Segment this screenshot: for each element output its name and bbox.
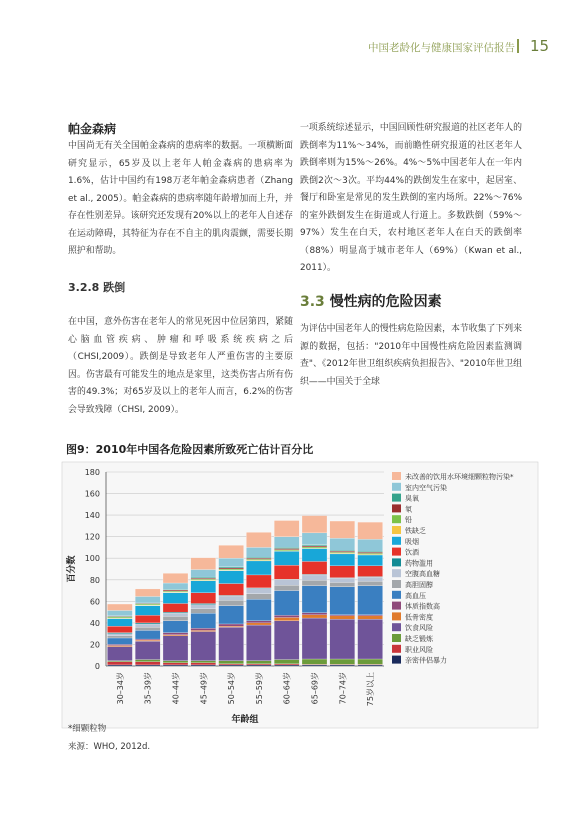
bar-segment (163, 635, 188, 636)
legend-label: 铁缺乏 (405, 527, 426, 535)
bar-segment (302, 586, 327, 613)
bar-segment (246, 532, 271, 547)
bar-segment (191, 578, 216, 579)
bar-segment (135, 630, 160, 639)
legend-label: 未改善的饮用水环境细颗粒物污染* (405, 473, 514, 481)
legend-label: 药物滥用 (405, 559, 433, 568)
x-tick-label: 45–49岁 (199, 672, 209, 705)
bar-segment (330, 554, 355, 566)
y-tick-label: 140 (84, 511, 100, 521)
bar-segment (163, 621, 188, 633)
bar-segment (191, 593, 216, 604)
bar-segment (358, 551, 383, 552)
y-tick-label: 60 (89, 597, 100, 607)
bar-segment (246, 664, 271, 665)
bar-segment (163, 613, 188, 616)
bar-segment (358, 553, 383, 554)
bar-segment (107, 617, 132, 618)
bar-segment (135, 665, 160, 666)
bar-segment (246, 623, 271, 625)
falls-paragraph-continued: 一项系统综述显示，中国回顾性研究报道的社区老年人的跌倒率为11%～34%，而前瞻性研究报道的社区老年人跌倒率则为15%～26%。4%～5%中国老年人在一年内跌倒2次～3次。平均44%的跌倒发生在家中，起居室、餐厅和卧室是常见的发生跌倒的室内场所。22%～76%的室外跌倒发生在街道或人行道上。多数跌倒（59%～97%）发生在白天，农村地区老年人在白天的跌倒率（88%）明显高于城市老年人（69%）（Kwan et al., 2011）。 (300, 123, 522, 273)
legend-label: 缺乏锻炼 (405, 635, 433, 643)
figure-source: 来源：WHO, 2012d. (68, 742, 151, 752)
y-tick-label: 160 (84, 489, 100, 499)
falls-paragraph: 在中国，意外伤害在老年人的常见死因中位居第四，紧随心脑血管疾病、肿瘤和呼吸系统疾病之后（CHSI,2009）。跌倒是导致老年人严重伤害的主要原因。伤害最有可能发生的地点是家里，这类伤害占所有伤害的49.3%；对65岁及以上的老年人而言，6.2%的伤害会导致残障（CHSI, 2009）。 (68, 317, 293, 415)
bar-segment (219, 558, 244, 567)
y-tick-label: 40 (89, 618, 100, 628)
bar-segment (302, 618, 327, 659)
bar-segment (163, 665, 188, 666)
bar-segment (163, 593, 188, 604)
bar-segment (358, 577, 383, 581)
legend-swatch (392, 494, 401, 502)
bar-segment (163, 661, 188, 663)
bar-segment (330, 665, 355, 666)
bar-segment (191, 632, 216, 661)
legend-label: 臭氧 (405, 494, 419, 503)
bar-segment (107, 647, 132, 661)
bar-segment (330, 659, 355, 664)
bar-segment (330, 615, 355, 616)
legend-swatch (392, 483, 401, 491)
bar-segment (191, 558, 216, 570)
legend-swatch (392, 623, 401, 631)
bar-segment (274, 665, 299, 666)
bar-segment (163, 612, 188, 613)
x-tick-label: 40–44岁 (171, 672, 181, 705)
legend-swatch (392, 634, 401, 642)
legend-label: 职业风险 (405, 645, 433, 654)
bar-segment (302, 533, 327, 545)
chronic-heading (300, 294, 522, 312)
bar-segment (191, 579, 216, 580)
bar-segment (163, 591, 188, 592)
bar-segment (302, 665, 327, 666)
bar-segment (219, 626, 244, 627)
bar-segment (358, 522, 383, 539)
bar-segment (302, 516, 327, 533)
bar-segment (191, 628, 216, 630)
bar-segment (163, 583, 188, 589)
legend-swatch (392, 548, 401, 556)
bar-segment (191, 577, 216, 578)
bar-segment (330, 578, 355, 582)
bar-segment (219, 664, 244, 665)
legend-label: 吸烟 (405, 537, 419, 546)
bar-segment (274, 549, 299, 550)
legend-label: 体质指数高 (405, 602, 440, 611)
bar-segment (135, 623, 160, 624)
legend-swatch (392, 569, 401, 577)
bar-segment (302, 659, 327, 664)
bar-segment (107, 633, 132, 634)
y-tick-label: 20 (89, 640, 100, 650)
parkinson-paragraph: 中国尚无有关全国帕金森病的患病率的数据。一项横断面研究显示，65岁及以上老年人帕金森病的患病率为1.6%，估计中国约有198万老年帕金森病患者（Zhang et al., 2005）。帕金森病的患病率随年龄增加而上升，并存在性别差异。该研究还发现有20%以上的老年人自述存在运动障碍，其特征为存在不自主的肌肉震颤，需要长期照护和帮助。 (68, 141, 293, 256)
bar-segment (191, 663, 216, 665)
running-header-title: 中国老龄化与健康国家评估报告 (368, 42, 515, 54)
bar-segment (246, 665, 271, 666)
bar-segment (107, 644, 132, 645)
bar-segment (274, 547, 299, 548)
chronic-section-title: 慢性病的危险因素 (329, 293, 442, 310)
bar-segment (358, 539, 383, 551)
bar-segment (330, 552, 355, 553)
bar-segment (274, 551, 299, 565)
stacked-bar-chart (60, 460, 540, 730)
bar-segment (107, 636, 132, 638)
bar-segment (163, 616, 188, 620)
chart-frame (62, 462, 538, 728)
bar-segment (107, 604, 132, 610)
legend-swatch (392, 580, 401, 588)
bar-segment (330, 566, 355, 578)
bar-segment (163, 636, 188, 661)
bar-segment (246, 661, 271, 664)
bar-segment (135, 660, 160, 662)
bar-segment (302, 615, 327, 618)
bar-segment (302, 561, 327, 574)
bar-segment (219, 545, 244, 558)
bar-segment (246, 547, 271, 557)
x-tick-label: 30–34岁 (115, 672, 125, 705)
bar-segment (219, 567, 244, 568)
chronic-section-number: 3.3 (300, 293, 325, 310)
falls-section-number: 3.2.8 (68, 280, 100, 294)
bar-segment (163, 663, 188, 665)
y-tick-label: 180 (84, 468, 100, 477)
bar-segment (302, 580, 327, 585)
bar-segment (274, 618, 299, 621)
bar-segment (107, 619, 132, 627)
legend-label: 饮酒 (405, 548, 419, 557)
bar-segment (358, 566, 383, 577)
bar-segment (163, 573, 188, 583)
legend-swatch (392, 591, 401, 599)
bar-segment (107, 626, 132, 632)
bar-segment (107, 610, 132, 615)
legend-swatch (392, 602, 401, 610)
legend-label: 饮食风险 (405, 624, 433, 633)
bar-segment (107, 661, 132, 662)
legend-label: 铅 (405, 516, 412, 525)
bar-segment (191, 661, 216, 663)
legend-label: 氡 (405, 505, 412, 514)
legend-swatch (392, 472, 401, 480)
bar-segment (274, 550, 299, 551)
chronic-paragraph: 为评估中国老年人的慢性病危险因素，本节收集了下列来源的数据，包括："2010年中国慢性病危险因素监测调查"、《2012年世卫组织疾病负担报告》、"2010年世卫组织——中国关于全球 (300, 324, 522, 387)
bar-segment (302, 546, 327, 547)
bar-segment (135, 624, 160, 627)
bar-segment (274, 521, 299, 537)
bar-segment (274, 664, 299, 665)
legend-swatch (392, 504, 401, 512)
bar-segment (107, 662, 132, 665)
bar-segment (330, 551, 355, 552)
bar-segment (330, 550, 355, 551)
y-tick-label: 0 (94, 662, 100, 671)
bar-segment (135, 604, 160, 605)
bar-segment (219, 661, 244, 664)
bar-segment (246, 557, 271, 558)
bar-segment (135, 589, 160, 597)
bar-segment (358, 552, 383, 553)
bar-segment (191, 665, 216, 666)
legend-label: 亲密伴侣暴力 (405, 656, 447, 665)
bar-segment (358, 581, 383, 585)
x-tick-label: 50–54岁 (227, 672, 237, 705)
bar-segment (135, 615, 160, 623)
bar-segment (163, 633, 188, 635)
x-tick-label: 60–64岁 (282, 672, 292, 705)
legend-swatch (392, 656, 401, 664)
bar-segment (135, 641, 160, 659)
bar-segment (219, 627, 244, 660)
bar-segment (330, 521, 355, 538)
bar-segment (330, 582, 355, 586)
bar-segment (246, 559, 271, 560)
legend-label: 高胆固醇 (405, 581, 433, 589)
falls-heading (68, 279, 293, 297)
bar-segment (191, 613, 216, 628)
bar-segment (219, 606, 244, 624)
bar-segment (274, 615, 299, 617)
bar-segment (135, 627, 160, 630)
page-number: 15 (530, 37, 550, 55)
bar-segment (107, 638, 132, 644)
bar-segment (219, 624, 244, 626)
legend-label: 高血压 (405, 591, 426, 600)
bar-segment (330, 616, 355, 619)
bar-segment (358, 616, 383, 619)
legend-swatch (392, 526, 401, 534)
legend-label: 低骨密度 (405, 613, 433, 622)
bar-segment (330, 538, 355, 550)
bar-segment (107, 634, 132, 636)
bar-segment (358, 659, 383, 664)
bar-segment (302, 575, 327, 580)
bar-segment (191, 603, 216, 604)
bar-segment (274, 621, 299, 660)
bar-segment (219, 600, 244, 605)
bar-segment (274, 585, 299, 590)
figure-footnote: *细颗粒物 (68, 724, 107, 734)
legend-swatch (392, 558, 401, 566)
bar-segment (302, 547, 327, 548)
bar-segment (163, 590, 188, 591)
y-tick-label: 120 (84, 532, 100, 542)
bar-segment (302, 549, 327, 562)
bar-segment (107, 665, 132, 666)
bar-segment (330, 587, 355, 615)
x-tick-label: 55–59岁 (254, 672, 264, 705)
bar-segment (358, 665, 383, 666)
bar-segment (246, 621, 271, 623)
bar-segment (246, 561, 271, 575)
bar-segment (135, 596, 160, 602)
bar-segment (135, 640, 160, 641)
x-tick-label: 75岁以上 (366, 672, 376, 707)
bar-segment (135, 639, 160, 640)
bar-segment (358, 619, 383, 659)
legend-swatch (392, 537, 401, 545)
bar-segment (246, 625, 271, 661)
bar-segment (219, 665, 244, 666)
right-column (300, 120, 522, 391)
y-tick-label: 100 (84, 554, 100, 564)
x-tick-label: 65–69岁 (310, 672, 320, 705)
figure-title: 图9：2010年中国各危险因素所致死亡估计百分比 (66, 443, 314, 456)
bar-segment (135, 606, 160, 616)
bar-segment (246, 599, 271, 621)
bar-segment (274, 565, 299, 579)
x-tick-label: 35–39岁 (143, 672, 153, 705)
left-column (68, 120, 293, 419)
bar-segment (302, 545, 327, 546)
bar-segment (274, 591, 299, 616)
bar-segment (246, 588, 271, 593)
bar-segment (358, 615, 383, 616)
bar-segment (274, 580, 299, 585)
legend-swatch (392, 515, 401, 523)
bar-segment (163, 603, 188, 612)
bar-segment (191, 605, 216, 609)
bar-segment (302, 613, 327, 615)
legend-label: 空腹高血糖 (405, 570, 440, 579)
bar-segment (191, 609, 216, 613)
bar-segment (358, 555, 383, 566)
bar-segment (246, 594, 271, 599)
legend-swatch (392, 612, 401, 620)
y-axis-label: 百分数 (67, 555, 77, 583)
bar-segment (219, 568, 244, 569)
bar-segment (135, 662, 160, 665)
bar-segment (274, 660, 299, 664)
bar-segment (219, 596, 244, 600)
bar-segment (330, 619, 355, 659)
parkinson-heading: 帕金森病 (68, 122, 117, 136)
legend-label: 室内空气污染 (405, 483, 447, 492)
bar-segment (191, 570, 216, 578)
bar-segment (358, 586, 383, 615)
bar-segment (219, 584, 244, 596)
bar-segment (107, 646, 132, 647)
bar-segment (191, 630, 216, 631)
bar-segment (191, 581, 216, 593)
bar-segment (219, 569, 244, 570)
bar-segment (246, 575, 271, 588)
bar-segment (274, 537, 299, 548)
y-tick-label: 80 (89, 575, 100, 585)
header-divider (517, 39, 519, 53)
x-axis-label: 年龄组 (231, 715, 259, 725)
x-tick-label: 70–74岁 (338, 672, 348, 705)
bar-segment (246, 558, 271, 559)
falls-section-title: 跌倒 (103, 280, 126, 294)
legend-swatch (392, 645, 401, 653)
bar-segment (219, 571, 244, 584)
